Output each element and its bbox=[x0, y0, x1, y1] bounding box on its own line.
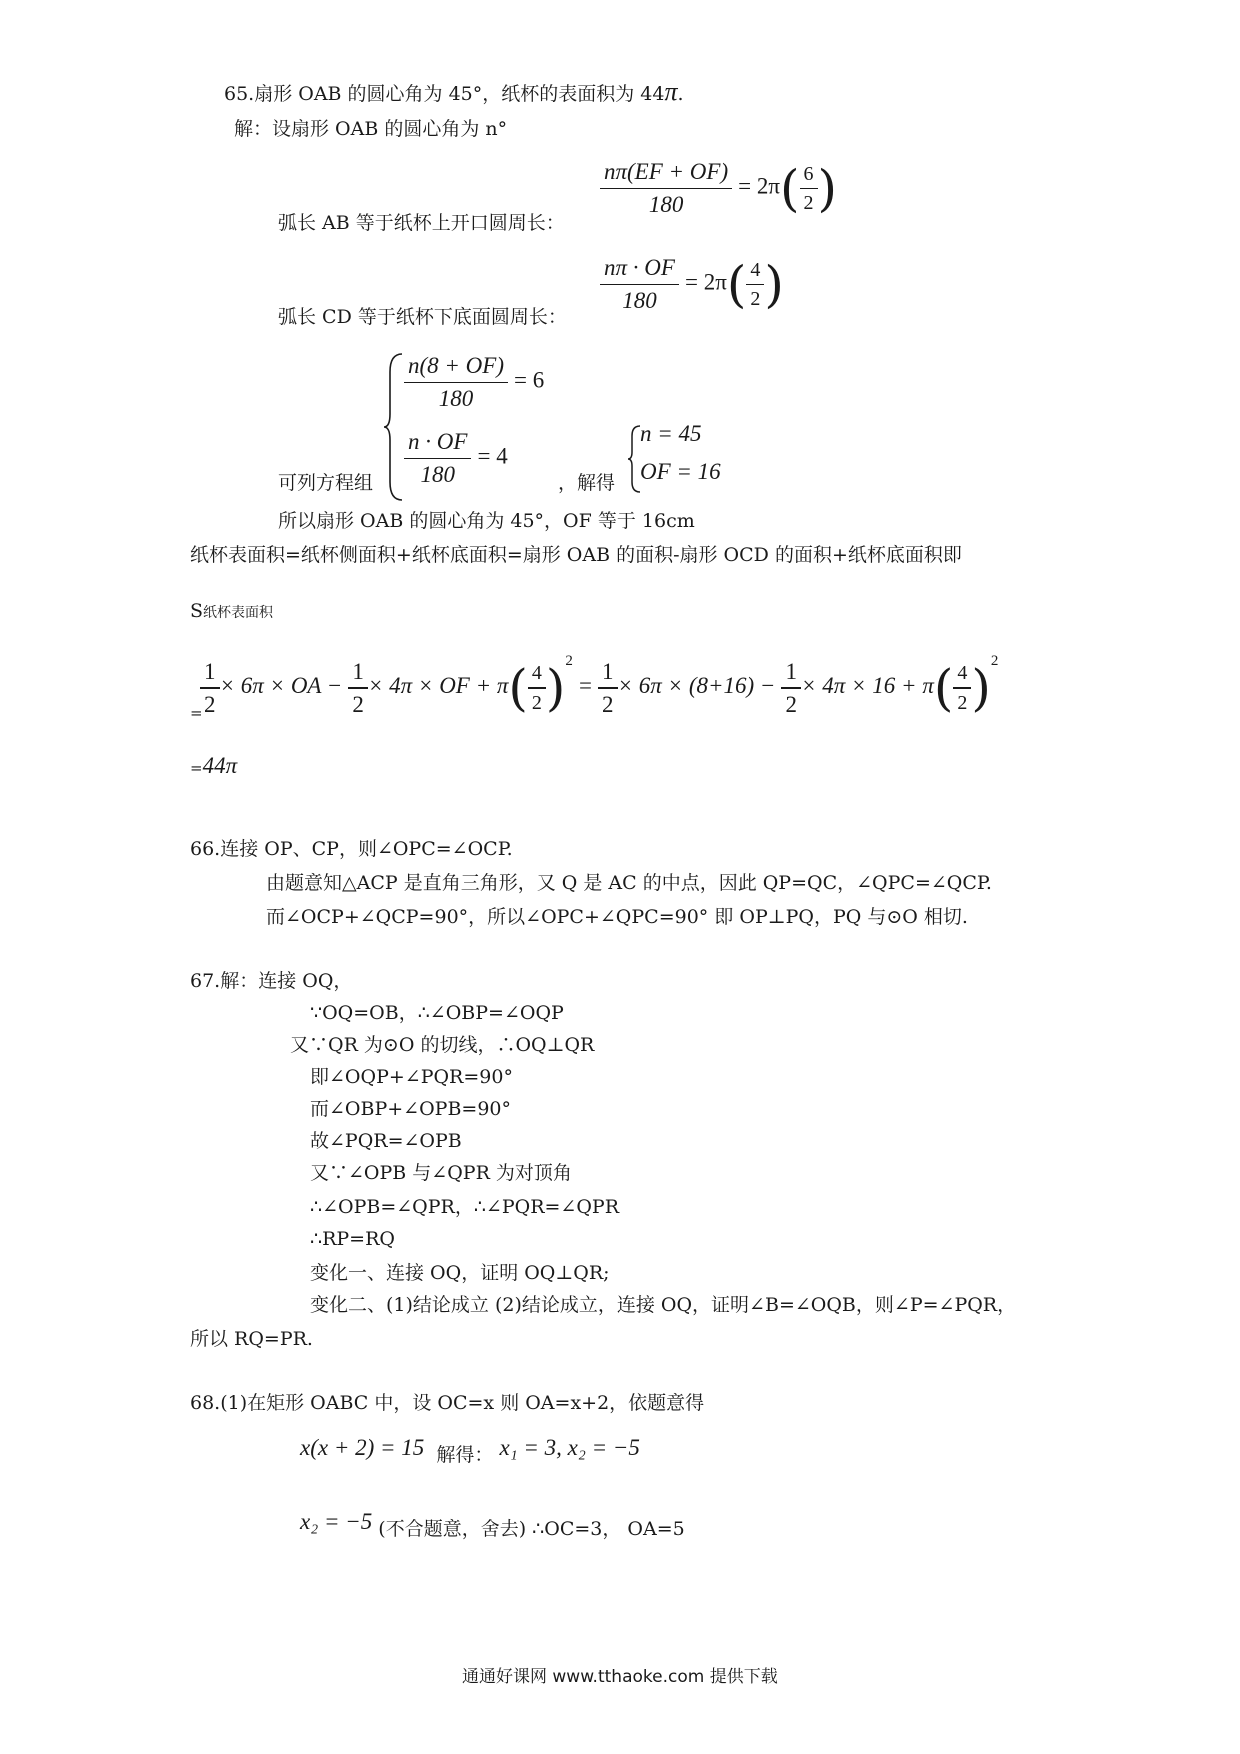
p67-line5: 而∠OBP+∠OPB=90° bbox=[310, 1098, 512, 1120]
p68-equation-row: x(x + 2) = 15 解得： x₁ = 3, x₂ = −5 bbox=[300, 1435, 640, 1466]
p65-arc-cd-label: 弧长 CD 等于纸杯下底面圆周长： bbox=[278, 306, 567, 328]
p65-result: =44π bbox=[190, 753, 238, 778]
p65-area-equation: $\frac{1}{2}$ × 6π × OA − $\frac{1}{2}$ × 4π × OF + π( $\frac{4}{2}$ )$^2$ = $\frac{1}{2}$ × 6π × (8+16) − $\frac{1}{2}$ × 4π × 16 + π( $\frac{4}{2}$ )$^2$ bbox=[200, 652, 998, 718]
page-footer: 通通好课网 www.tthaoke.com 提供下载 bbox=[462, 1667, 778, 1687]
p67-line6: 故∠PQR=∠OPB bbox=[310, 1130, 462, 1152]
p67-line12: 所以 RQ=PR. bbox=[190, 1328, 313, 1350]
p67-line7: 又∵∠OPB 与∠QPR 为对顶角 bbox=[310, 1162, 572, 1184]
p66-line1: 66.连接 OP、CP，则∠OPC=∠OCP. bbox=[190, 838, 513, 860]
p65-s-label: S纸杯表面积 bbox=[190, 600, 274, 622]
fraction: $\frac{n\pi(EF + OF)}{180}$ bbox=[600, 158, 732, 219]
p65-system-eq2: $\frac{n \cdot OF}{180}$ = 4 bbox=[404, 428, 508, 489]
p65-solution-of: OF = 16 bbox=[640, 459, 721, 484]
p67-line2: ∵OQ=OB，∴∠OBP=∠OQP bbox=[310, 1002, 564, 1024]
p65-system-label: 可列方程组 bbox=[278, 472, 374, 494]
p65-line2: 解：设扇形 OAB 的圆心角为 n° bbox=[234, 118, 508, 140]
p65-area-prefix: = bbox=[190, 704, 203, 722]
p68-line1: 68.(1)在矩形 OABC 中，设 OC=x 则 OA=x+2，依题意得 bbox=[190, 1392, 705, 1414]
p66-line3: 而∠OCP+∠QCP=90°，所以∠OPC+∠QPC=90° 即 OP⊥PQ，PQ 与⊙O 相切. bbox=[266, 906, 968, 928]
system-brace bbox=[386, 352, 406, 502]
p65-solution-n: n = 45 bbox=[640, 421, 702, 446]
p65-l1-text: 65.扇形 OAB 的圆心角为 45°，纸杯的表面积为 44 bbox=[224, 83, 665, 105]
p65-arc-ab-equation: $\frac{n\pi(EF + OF)}{180}$ = 2π( $\frac{6}{2}$ ) bbox=[600, 158, 837, 219]
p65-system-eq1: $\frac{n(8 + OF)}{180}$ = 6 bbox=[404, 352, 544, 413]
p65-arc-cd-equation: $\frac{n\pi \cdot OF}{180}$ = 2π( $\frac{4}{2}$ ) bbox=[600, 254, 784, 315]
pi-symbol: π bbox=[664, 77, 678, 106]
p65-conclusion: 所以扇形 OAB 的圆心角为 45°，OF 等于 16cm bbox=[278, 510, 695, 532]
p67-line10: 变化一、连接 OQ，证明 OQ⊥QR; bbox=[310, 1262, 610, 1284]
p65-arc-ab-label: 弧长 AB 等于纸杯上开口圆周长： bbox=[278, 212, 565, 234]
p65-solve-label: ，解得 bbox=[558, 472, 616, 494]
p66-line2: 由题意知△ACP 是直角三角形，又 Q 是 AC 的中点，因此 QP=QC，∠QPC=∠QCP. bbox=[266, 872, 992, 894]
p67-line9: ∴RP=RQ bbox=[310, 1228, 395, 1250]
p67-line1: 67.解：连接 OQ， bbox=[190, 970, 353, 992]
p67-line8: ∴∠OPB=∠QPR，∴∠PQR=∠QPR bbox=[310, 1196, 620, 1218]
p65-line1: 65.扇形 OAB 的圆心角为 45°，纸杯的表面积为 44π. bbox=[224, 77, 684, 106]
p68-reject-row: x₂ = −5 (不合题意，舍去) ∴OC=3， OA=5 bbox=[300, 1509, 685, 1540]
p67-line3: 又∵QR 为⊙O 的切线，∴OQ⊥QR bbox=[290, 1034, 595, 1056]
p65-area-description: 纸杯表面积=纸杯侧面积+纸杯底面积=扇形 OAB 的面积-扇形 OCD 的面积+纸杯底面积即 bbox=[190, 544, 962, 566]
p67-line11: 变化二、(1)结论成立 (2)结论成立，连接 OQ，证明∠B=∠OQB，则∠P=∠PQR， bbox=[310, 1294, 1017, 1316]
p67-line4: 即∠OQP+∠PQR=90° bbox=[310, 1066, 513, 1088]
